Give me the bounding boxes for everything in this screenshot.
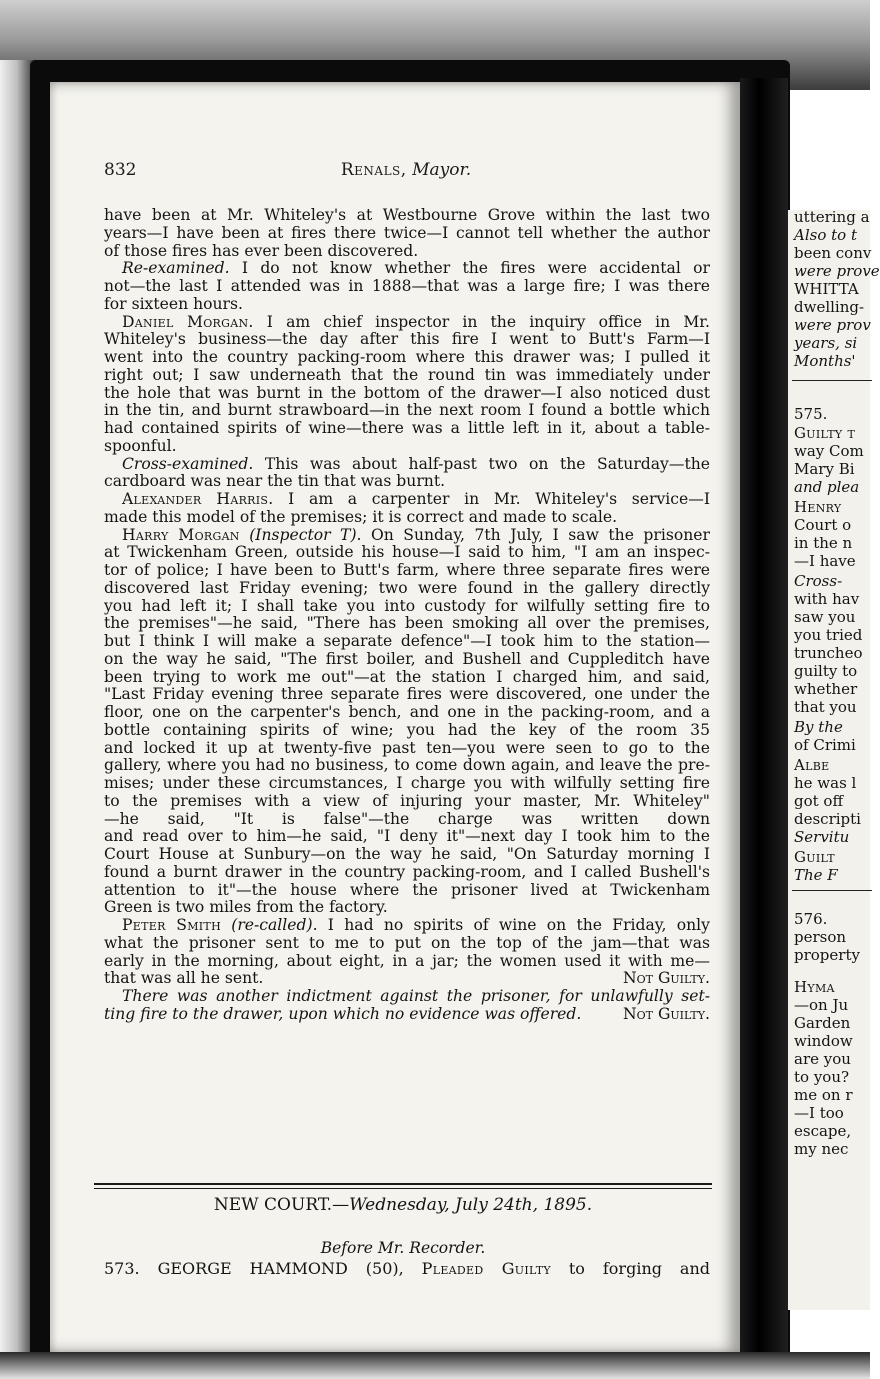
facing-text: guilty to [794, 662, 858, 680]
text-line: bottle containing spirits of wine; you had the key of the room 35 [104, 720, 710, 739]
text-line [104, 456, 710, 474]
text-line: There was another indictment against the prisoner, for unlawfully set- [122, 987, 710, 1005]
facing-text: Guilt [794, 848, 835, 866]
facing-text: By the [794, 718, 843, 736]
text-span: I do not know whether the fires were accidental or [229, 259, 710, 278]
facing-page [788, 208, 880, 1310]
text-line [104, 260, 710, 278]
facing-text: 576. [794, 910, 828, 928]
text-line: —he said, "It is false"—the charge was written down [104, 809, 710, 828]
facing-rule [792, 890, 872, 891]
text-span: ting fire to the drawer, upon which no evidence was offered. [104, 1004, 582, 1023]
text-line: in the tin, and burnt strawboard—in the next room I found a bottle which [104, 401, 710, 420]
case-entry [104, 1259, 710, 1278]
page-number: 832 [104, 160, 137, 180]
text-span: This was about half-past two on the Saturday—the [253, 454, 710, 473]
facing-text: —I have [794, 552, 856, 570]
facing-text: Servitu [794, 828, 850, 846]
text-line: right out; I saw underneath that the round tin was immediately under [104, 365, 710, 384]
facing-text: Henry [794, 498, 842, 516]
text-span: that was all he sent. [104, 969, 264, 988]
body-text [104, 207, 710, 1024]
text-line: spoonful. [104, 436, 177, 455]
facing-text: 575. [794, 405, 828, 423]
text-line: at Twickenham Green, outside his house—I said to him, "I am an inspec- [104, 543, 710, 562]
text-line: you had left it; I shall take you into custody for wilfully setting fire to [104, 596, 710, 615]
text-line: on the way he said, "The first boiler, and Bushell and Cuppleditch have [104, 649, 710, 668]
text-span: I am chief inspector in the inquiry office in Mr. [253, 312, 710, 331]
facing-text: of Crimi [794, 736, 856, 754]
text-line: and locked it up at twenty-five past ten—you were seen to go to the [104, 738, 710, 757]
text-line [104, 491, 710, 509]
facing-text: to you? [794, 1068, 850, 1086]
text-line [104, 314, 710, 332]
facing-text: Guilty t [794, 424, 856, 442]
witness-role: (Inspector T) [249, 525, 357, 544]
case-text: to forging and [568, 1259, 711, 1278]
text-line: had contained spirits of wine—there was a little left in it, about a table- [104, 419, 710, 437]
witness-role: (re-called) [231, 916, 313, 934]
facing-text: you tried [794, 626, 863, 644]
text-line: tor of police; I have been to Butt's farm, where three separate fires were [104, 561, 710, 579]
text-line: and read over to him—he said, "I deny it"—next day I took him to the [104, 827, 710, 846]
facing-text: The F [794, 866, 838, 884]
text-span: I am a carpenter in Mr. Whiteley's service—I [273, 490, 710, 508]
text-line [104, 917, 710, 935]
facing-text: Hyma [794, 978, 835, 996]
facing-text: been conv [794, 244, 872, 262]
text-line: "Last Friday evening three separate fires were discovered, one under the [104, 685, 710, 704]
text-line: of those fires has ever been discovered. [104, 241, 419, 260]
facing-text: escape, [794, 1122, 852, 1140]
facing-text: truncheo [794, 644, 863, 662]
court-title: NEW COURT.— [213, 1195, 350, 1215]
text-line [104, 1006, 710, 1024]
witness-name: Peter Smith [122, 916, 221, 934]
plea: Pleaded Guilty [421, 1259, 551, 1278]
text-line: the premises"—he said, "There has been smoking all over the premises, [104, 614, 710, 633]
book-gutter [740, 78, 788, 1363]
section-rule-thin [94, 1188, 712, 1189]
court-heading [94, 1195, 712, 1215]
text-line: went into the country packing-room where this drawer was; I pulled it [104, 348, 710, 366]
running-title-name: Renals, [340, 160, 407, 180]
text-line: mises; under these circumstances, I charge you with wilfully setting fire [104, 774, 710, 792]
running-title [104, 160, 708, 180]
text-span: . On Sunday, 7th July, I saw the prisoner [356, 525, 710, 544]
facing-text: Garden [794, 1014, 851, 1032]
facing-text: were prove [794, 262, 880, 280]
facing-text: my nec [794, 1140, 849, 1158]
text-line: gallery, where you had no business, to come down again, and leave the pre- [104, 756, 710, 775]
facing-text: he was l [794, 774, 857, 792]
facing-text: —I too [794, 1104, 844, 1122]
facing-text: descripti [794, 810, 861, 828]
facing-text: that you [794, 698, 857, 716]
facing-text: Months' [794, 352, 856, 370]
text-line [104, 970, 710, 988]
facing-text: Also to t [794, 226, 857, 244]
text-line: Green is two miles from the factory. [104, 898, 388, 917]
text-line: early in the morning, about eight, in a jar; the women used it with me— [104, 951, 710, 970]
facing-text: property [794, 946, 860, 964]
facing-text: Court o [794, 516, 852, 534]
scan-bottom-edge [0, 1352, 870, 1379]
facing-text: WHITTA [794, 280, 859, 298]
facing-text: in the n [794, 534, 853, 552]
verdict: Not Guilty. [623, 969, 710, 988]
text-line: to the premises with a view of injuring your master, Mr. Whiteley" [104, 791, 710, 810]
verdict: Not Guilty. [623, 1004, 710, 1023]
defendant-name: GEORGE HAMMOND (50), [157, 1259, 404, 1278]
facing-text: with hav [794, 590, 860, 608]
text-line: have been at Mr. Whiteley's at Westbourne Grove within the last two [104, 206, 710, 224]
text-line: attention to it"—the house where the prisoner lived at Twickenham [104, 880, 710, 899]
text-line: cardboard was near the tin that was burnt. [104, 472, 446, 491]
facing-text: dwelling- [794, 298, 865, 316]
text-line: been trying to work me out"—at the station I charged him, and said, [104, 667, 710, 686]
facing-text: are you [794, 1050, 851, 1068]
facing-text: way Com [794, 442, 864, 460]
facing-rule [792, 380, 872, 381]
witness-name: Alexander Harris. [122, 490, 274, 508]
text-line: not—the last I attended was in 1888—that was a large fire; I was there [104, 277, 710, 295]
court-date: Wednesday, July 24th, 1895. [349, 1195, 593, 1215]
facing-text: window [794, 1032, 853, 1050]
text-line: made this model of the premises; it is correct and made to scale. [104, 507, 618, 526]
facing-text: years, si [794, 334, 858, 352]
facing-text: Albe [794, 756, 830, 774]
text-line: Whiteley's business—the day after this fire I went to Butt's Farm—I [104, 330, 710, 349]
facing-text: Cross- [794, 572, 843, 590]
text-line: discovered last Friday evening; two were found in the gallery directly [104, 578, 710, 597]
examination-label: Re-examined. [122, 259, 230, 278]
running-head [104, 160, 708, 184]
facing-text: whether [794, 680, 858, 698]
text-line: what the prisoner sent to me to put on the top of the jam—that was [104, 933, 710, 952]
text-line: years—I have been at fires there twice—I cannot tell whether the author [104, 223, 710, 242]
case-number: 573. [104, 1259, 140, 1278]
facing-text: got off [794, 792, 844, 810]
text-line: but I think I will make a separate defence"—I took him to the station— [104, 632, 710, 650]
facing-text: saw you [794, 608, 856, 626]
text-span: . I had no spirits of wine on the Friday, only [312, 916, 710, 934]
section-rule [94, 1183, 712, 1185]
examination-label: Cross-examined. [122, 454, 254, 473]
facing-text: uttering a [794, 208, 870, 226]
witness-name: Harry Morgan [122, 525, 240, 544]
facing-text: Mary Bi [794, 460, 855, 478]
text-line: for sixteen hours. [104, 294, 243, 313]
text-line: found a burnt drawer in the country packing-room, and I called Bushell's [104, 862, 710, 881]
before-judge: Before Mr. Recorder. [320, 1239, 486, 1257]
text-line: Court House at Sunbury—on the way he said, "On Saturday morning I [104, 845, 710, 863]
facing-text: were prov [794, 316, 871, 334]
running-title-office: Mayor. [412, 160, 472, 180]
facing-text: —on Ju [794, 996, 849, 1014]
facing-text: and plea [794, 478, 860, 496]
text-line: floor, one on the carpenter's bench, and one in the packing-room, and a [104, 703, 710, 721]
facing-text: person [794, 928, 847, 946]
text-line: the hole that was burnt in the bottom of the drawer—I also noticed dust [104, 383, 710, 402]
facing-text: me on r [794, 1086, 853, 1104]
text-line [104, 527, 710, 545]
witness-name: Daniel Morgan. [122, 312, 254, 331]
